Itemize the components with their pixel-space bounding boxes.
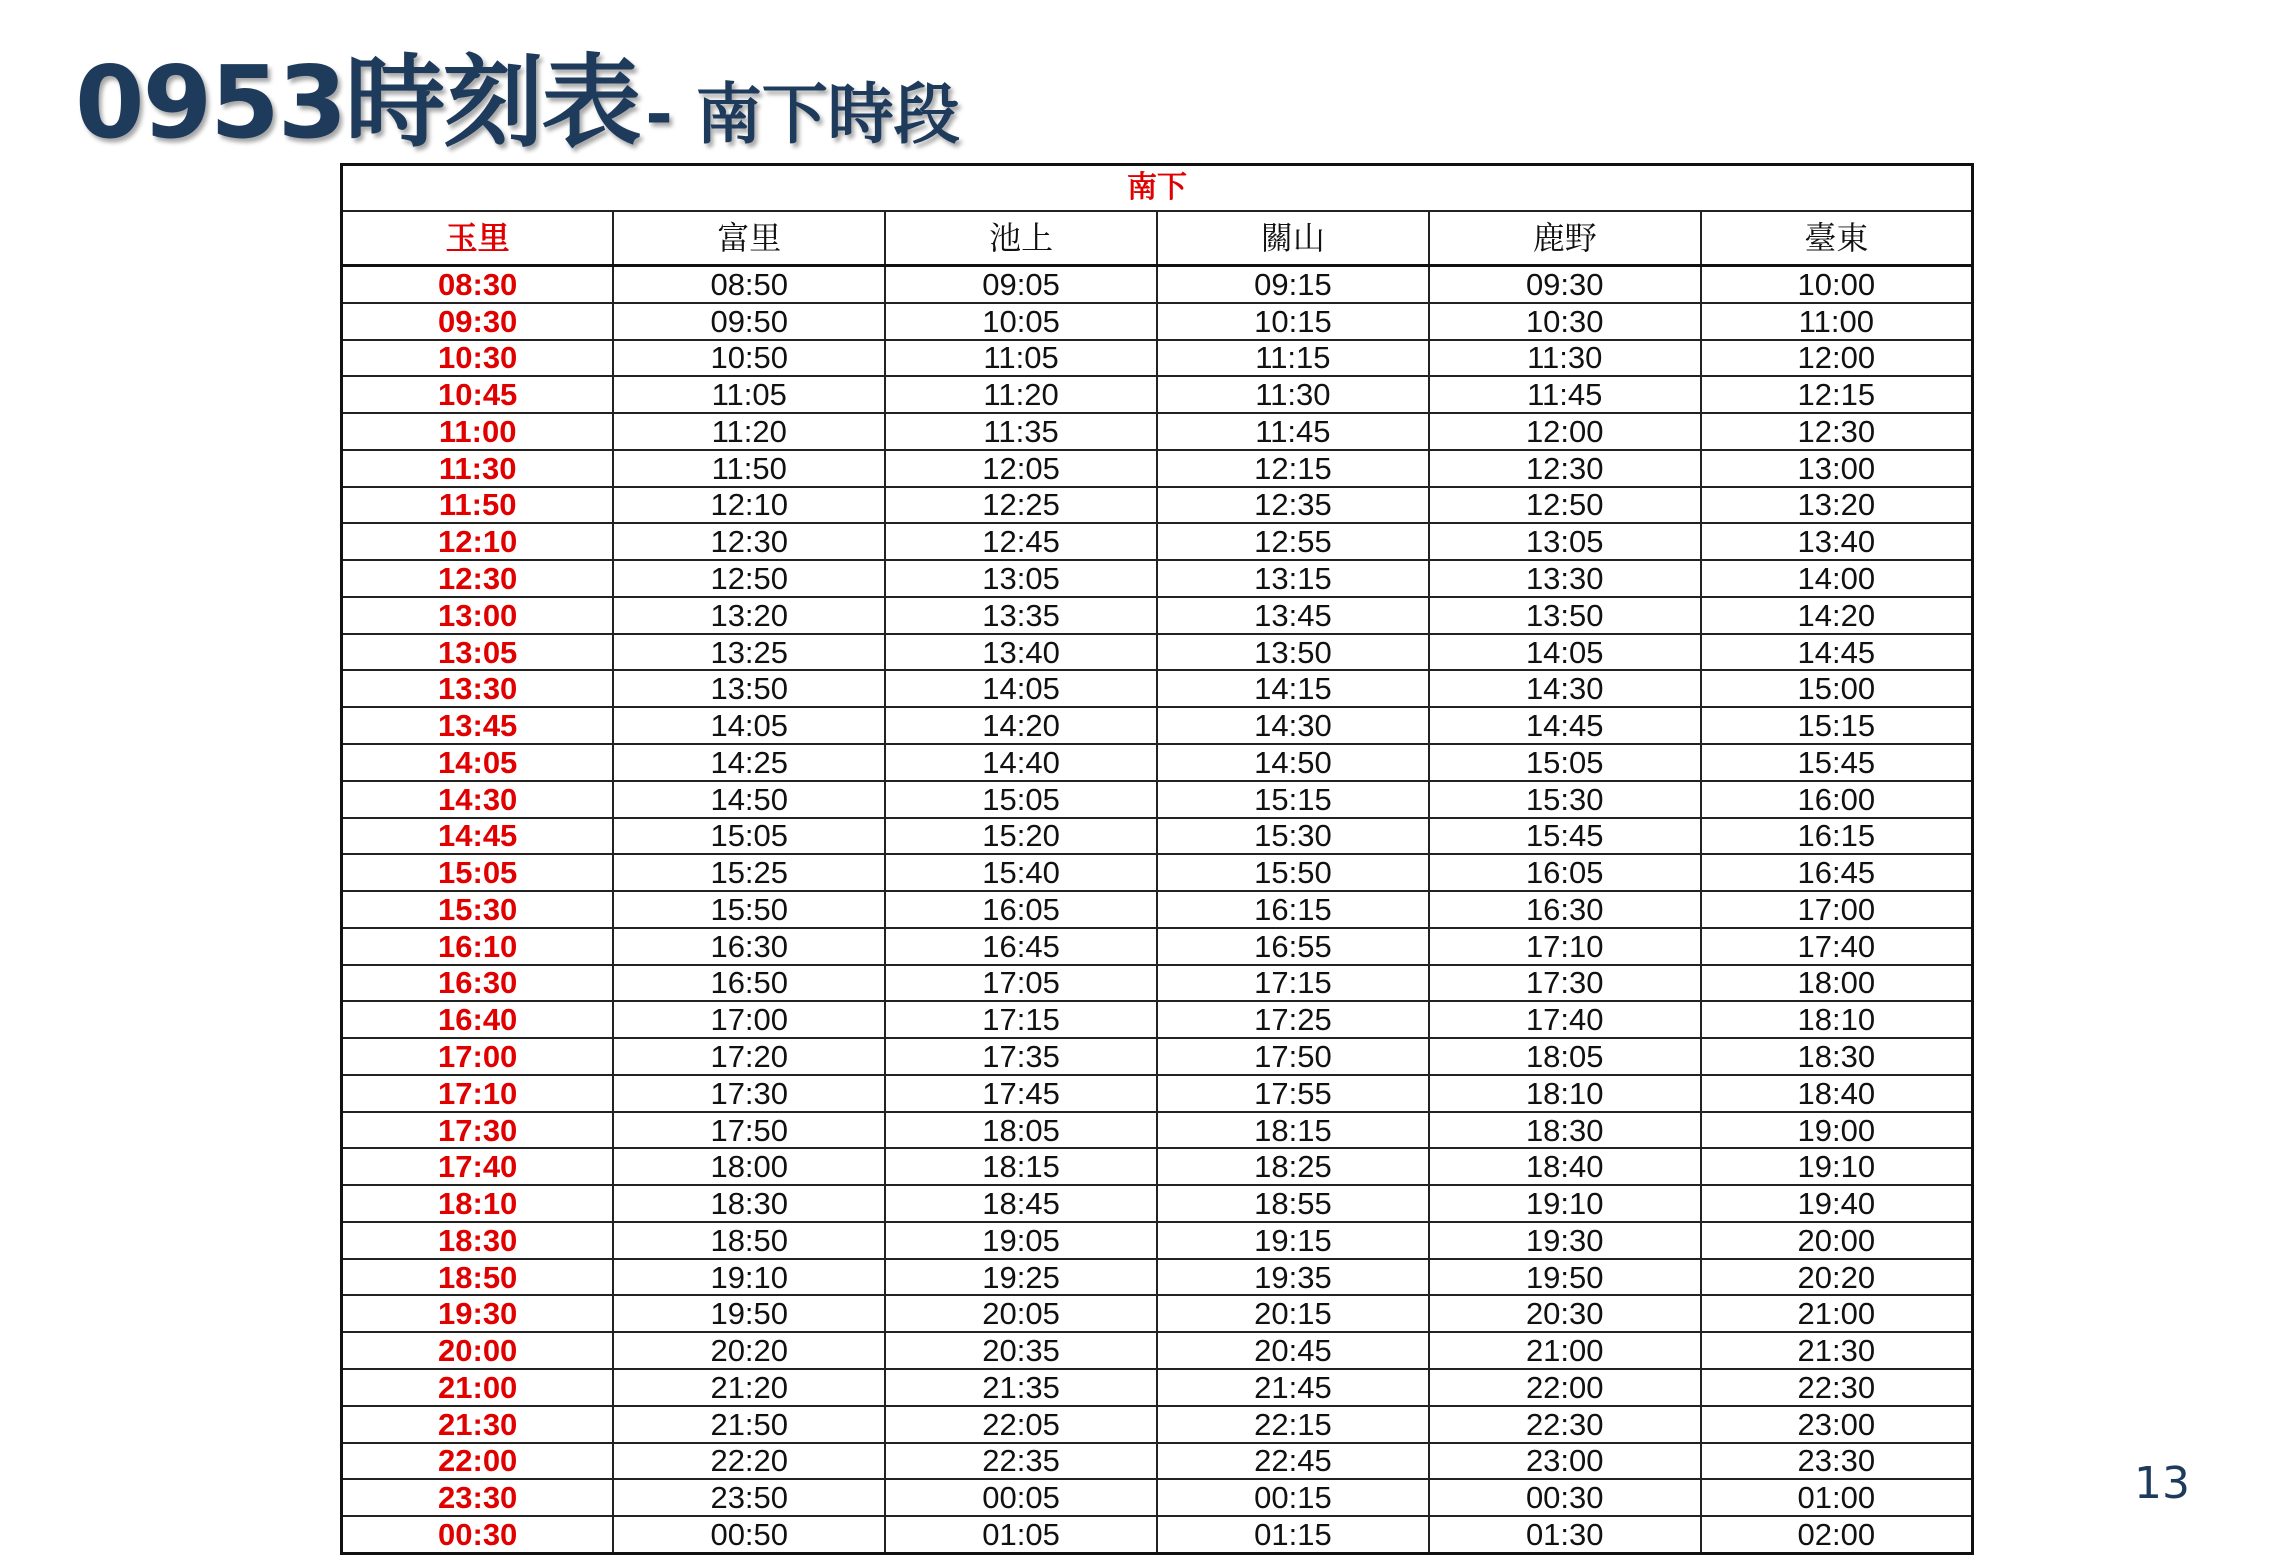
time-cell: 17:25 [1157, 1001, 1429, 1038]
time-cell: 14:20 [885, 707, 1157, 744]
time-cell: 20:35 [885, 1332, 1157, 1369]
station-header: 臺東 [1701, 211, 1973, 266]
time-cell: 18:00 [613, 1148, 885, 1185]
time-cell: 15:30 [1157, 818, 1429, 855]
time-cell: 17:05 [885, 965, 1157, 1002]
time-cell: 19:25 [885, 1259, 1157, 1296]
time-cell: 21:30 [1701, 1332, 1973, 1369]
page-title-sub: - 南下時段 [645, 76, 960, 153]
time-cell: 11:45 [1157, 413, 1429, 450]
time-cell: 18:50 [613, 1222, 885, 1259]
time-cell: 15:50 [613, 891, 885, 928]
time-cell: 16:45 [885, 928, 1157, 965]
time-cell: 11:00 [1701, 303, 1973, 340]
table-row [342, 1112, 1973, 1149]
table-row [342, 670, 1973, 707]
time-cell: 11:05 [885, 340, 1157, 377]
table-row [342, 1185, 1973, 1222]
time-cell: 17:00 [342, 1038, 614, 1075]
time-cell: 18:30 [1701, 1038, 1973, 1075]
table-row [342, 413, 1973, 450]
time-cell: 01:00 [1701, 1479, 1973, 1516]
time-cell: 12:30 [613, 523, 885, 560]
time-cell: 22:30 [1429, 1406, 1701, 1443]
time-cell: 13:40 [1701, 523, 1973, 560]
time-cell: 09:05 [885, 266, 1157, 303]
time-cell: 14:40 [885, 744, 1157, 781]
time-cell: 14:30 [1429, 670, 1701, 707]
time-cell: 18:30 [342, 1222, 614, 1259]
time-cell: 11:30 [342, 450, 614, 487]
time-cell: 22:15 [1157, 1406, 1429, 1443]
time-cell: 22:30 [1701, 1369, 1973, 1406]
time-cell: 15:00 [1701, 670, 1973, 707]
time-cell: 14:50 [613, 781, 885, 818]
time-cell: 12:35 [1157, 487, 1429, 524]
time-cell: 00:05 [885, 1479, 1157, 1516]
table-row [342, 1516, 1973, 1553]
time-cell: 12:50 [1429, 487, 1701, 524]
time-cell: 23:30 [342, 1479, 614, 1516]
time-cell: 10:00 [1701, 266, 1973, 303]
time-cell: 14:45 [342, 818, 614, 855]
time-cell: 19:50 [1429, 1259, 1701, 1296]
time-cell: 20:05 [885, 1295, 1157, 1332]
time-cell: 11:05 [613, 376, 885, 413]
time-cell: 14:05 [342, 744, 614, 781]
time-cell: 15:40 [885, 854, 1157, 891]
time-cell: 11:30 [1157, 376, 1429, 413]
time-cell: 01:05 [885, 1516, 1157, 1553]
time-cell: 13:30 [342, 670, 614, 707]
table-row [342, 965, 1973, 1002]
time-cell: 23:30 [1701, 1443, 1973, 1480]
timetable [340, 163, 1974, 1555]
time-cell: 01:30 [1429, 1516, 1701, 1553]
table-row [342, 818, 1973, 855]
time-cell: 11:15 [1157, 340, 1429, 377]
time-cell: 17:55 [1157, 1075, 1429, 1112]
time-cell: 13:30 [1429, 560, 1701, 597]
time-cell: 02:00 [1701, 1516, 1973, 1553]
time-cell: 20:30 [1429, 1295, 1701, 1332]
time-cell: 18:15 [885, 1148, 1157, 1185]
time-cell: 19:10 [613, 1259, 885, 1296]
page-number: 13 [2134, 1458, 2190, 1509]
time-cell: 16:05 [1429, 854, 1701, 891]
time-cell: 21:30 [342, 1406, 614, 1443]
time-cell: 21:00 [342, 1369, 614, 1406]
station-header: 富里 [613, 211, 885, 266]
table-row [342, 450, 1973, 487]
time-cell: 12:55 [1157, 523, 1429, 560]
time-cell: 15:05 [1429, 744, 1701, 781]
time-cell: 13:25 [613, 634, 885, 671]
timetable-body [342, 266, 1973, 1554]
time-cell: 22:45 [1157, 1443, 1429, 1480]
time-cell: 21:20 [613, 1369, 885, 1406]
time-cell: 10:30 [1429, 303, 1701, 340]
time-cell: 12:00 [1429, 413, 1701, 450]
time-cell: 11:45 [1429, 376, 1701, 413]
direction-label: 南下 [342, 165, 1973, 212]
time-cell: 17:00 [1701, 891, 1973, 928]
time-cell: 12:10 [342, 523, 614, 560]
time-cell: 17:50 [613, 1112, 885, 1149]
time-cell: 18:05 [1429, 1038, 1701, 1075]
time-cell: 17:10 [1429, 928, 1701, 965]
time-cell: 23:00 [1701, 1406, 1973, 1443]
table-row [342, 1443, 1973, 1480]
table-row [342, 1295, 1973, 1332]
table-row [342, 707, 1973, 744]
time-cell: 13:40 [885, 634, 1157, 671]
time-cell: 12:50 [613, 560, 885, 597]
time-cell: 15:30 [1429, 781, 1701, 818]
time-cell: 17:00 [613, 1001, 885, 1038]
time-cell: 08:50 [613, 266, 885, 303]
time-cell: 20:20 [613, 1332, 885, 1369]
table-row [342, 1259, 1973, 1296]
time-cell: 16:00 [1701, 781, 1973, 818]
time-cell: 21:45 [1157, 1369, 1429, 1406]
time-cell: 16:30 [1429, 891, 1701, 928]
time-cell: 21:00 [1701, 1295, 1973, 1332]
time-cell: 12:30 [342, 560, 614, 597]
time-cell: 23:00 [1429, 1443, 1701, 1480]
station-header: 鹿野 [1429, 211, 1701, 266]
time-cell: 10:15 [1157, 303, 1429, 340]
time-cell: 16:15 [1157, 891, 1429, 928]
time-cell: 22:00 [342, 1443, 614, 1480]
table-row [342, 1075, 1973, 1112]
station-header: 關山 [1157, 211, 1429, 266]
time-cell: 18:40 [1701, 1075, 1973, 1112]
time-cell: 12:15 [1157, 450, 1429, 487]
time-cell: 14:50 [1157, 744, 1429, 781]
time-cell: 17:15 [1157, 965, 1429, 1002]
time-cell: 22:05 [885, 1406, 1157, 1443]
time-cell: 18:10 [1701, 1001, 1973, 1038]
time-cell: 18:50 [342, 1259, 614, 1296]
time-cell: 17:50 [1157, 1038, 1429, 1075]
table-row [342, 560, 1973, 597]
station-header-row [342, 211, 1973, 266]
time-cell: 19:05 [885, 1222, 1157, 1259]
time-cell: 13:05 [342, 634, 614, 671]
time-cell: 00:30 [342, 1516, 614, 1553]
time-cell: 18:10 [1429, 1075, 1701, 1112]
time-cell: 12:05 [885, 450, 1157, 487]
time-cell: 17:40 [1701, 928, 1973, 965]
time-cell: 15:05 [885, 781, 1157, 818]
time-cell: 10:05 [885, 303, 1157, 340]
time-cell: 11:00 [342, 413, 614, 450]
time-cell: 18:30 [613, 1185, 885, 1222]
time-cell: 22:35 [885, 1443, 1157, 1480]
time-cell: 13:20 [613, 597, 885, 634]
direction-row [342, 165, 1973, 212]
time-cell: 15:30 [342, 891, 614, 928]
table-row [342, 487, 1973, 524]
table-row [342, 1479, 1973, 1516]
time-cell: 17:30 [342, 1112, 614, 1149]
time-cell: 14:30 [342, 781, 614, 818]
time-cell: 15:50 [1157, 854, 1429, 891]
time-cell: 11:20 [885, 376, 1157, 413]
time-cell: 18:40 [1429, 1148, 1701, 1185]
table-row [342, 1148, 1973, 1185]
time-cell: 19:30 [342, 1295, 614, 1332]
time-cell: 18:10 [342, 1185, 614, 1222]
table-row [342, 1406, 1973, 1443]
timetable-grid [340, 163, 1974, 1555]
time-cell: 13:05 [1429, 523, 1701, 560]
time-cell: 20:15 [1157, 1295, 1429, 1332]
time-cell: 22:00 [1429, 1369, 1701, 1406]
time-cell: 17:10 [342, 1075, 614, 1112]
time-cell: 17:30 [1429, 965, 1701, 1002]
time-cell: 11:20 [613, 413, 885, 450]
table-row [342, 303, 1973, 340]
time-cell: 10:50 [613, 340, 885, 377]
time-cell: 19:15 [1157, 1222, 1429, 1259]
time-cell: 21:00 [1429, 1332, 1701, 1369]
time-cell: 14:05 [885, 670, 1157, 707]
time-cell: 13:45 [1157, 597, 1429, 634]
time-cell: 13:00 [342, 597, 614, 634]
table-row [342, 1038, 1973, 1075]
time-cell: 18:15 [1157, 1112, 1429, 1149]
time-cell: 19:50 [613, 1295, 885, 1332]
time-cell: 16:30 [613, 928, 885, 965]
time-cell: 17:40 [1429, 1001, 1701, 1038]
time-cell: 17:40 [342, 1148, 614, 1185]
time-cell: 16:40 [342, 1001, 614, 1038]
table-row [342, 1369, 1973, 1406]
time-cell: 18:30 [1429, 1112, 1701, 1149]
time-cell: 12:25 [885, 487, 1157, 524]
time-cell: 17:35 [885, 1038, 1157, 1075]
time-cell: 12:10 [613, 487, 885, 524]
time-cell: 11:50 [613, 450, 885, 487]
time-cell: 13:20 [1701, 487, 1973, 524]
time-cell: 10:45 [342, 376, 614, 413]
time-cell: 15:45 [1429, 818, 1701, 855]
table-row [342, 340, 1973, 377]
time-cell: 13:05 [885, 560, 1157, 597]
time-cell: 16:50 [613, 965, 885, 1002]
time-cell: 16:15 [1701, 818, 1973, 855]
time-cell: 00:15 [1157, 1479, 1429, 1516]
time-cell: 12:15 [1701, 376, 1973, 413]
time-cell: 14:15 [1157, 670, 1429, 707]
time-cell: 15:20 [885, 818, 1157, 855]
time-cell: 15:45 [1701, 744, 1973, 781]
time-cell: 09:30 [342, 303, 614, 340]
time-cell: 01:15 [1157, 1516, 1429, 1553]
table-row [342, 781, 1973, 818]
page-title-main: 0953時刻表 [75, 44, 640, 161]
time-cell: 11:30 [1429, 340, 1701, 377]
time-cell: 21:50 [613, 1406, 885, 1443]
time-cell: 12:00 [1701, 340, 1973, 377]
time-cell: 14:30 [1157, 707, 1429, 744]
table-row [342, 266, 1973, 303]
time-cell: 15:15 [1701, 707, 1973, 744]
time-cell: 19:40 [1701, 1185, 1973, 1222]
time-cell: 16:05 [885, 891, 1157, 928]
time-cell: 19:35 [1157, 1259, 1429, 1296]
time-cell: 16:10 [342, 928, 614, 965]
time-cell: 12:45 [885, 523, 1157, 560]
time-cell: 18:00 [1701, 965, 1973, 1002]
time-cell: 14:05 [613, 707, 885, 744]
time-cell: 09:50 [613, 303, 885, 340]
time-cell: 12:30 [1429, 450, 1701, 487]
time-cell: 00:30 [1429, 1479, 1701, 1516]
time-cell: 14:00 [1701, 560, 1973, 597]
table-row [342, 891, 1973, 928]
table-row [342, 523, 1973, 560]
time-cell: 14:45 [1429, 707, 1701, 744]
time-cell: 13:45 [342, 707, 614, 744]
time-cell: 18:05 [885, 1112, 1157, 1149]
time-cell: 12:30 [1701, 413, 1973, 450]
time-cell: 14:25 [613, 744, 885, 781]
time-cell: 20:45 [1157, 1332, 1429, 1369]
time-cell: 11:50 [342, 487, 614, 524]
time-cell: 13:15 [1157, 560, 1429, 597]
time-cell: 22:20 [613, 1443, 885, 1480]
time-cell: 10:30 [342, 340, 614, 377]
time-cell: 16:45 [1701, 854, 1973, 891]
time-cell: 00:50 [613, 1516, 885, 1553]
table-row [342, 854, 1973, 891]
time-cell: 14:45 [1701, 634, 1973, 671]
time-cell: 09:30 [1429, 266, 1701, 303]
time-cell: 08:30 [342, 266, 614, 303]
time-cell: 13:35 [885, 597, 1157, 634]
table-row [342, 1001, 1973, 1038]
time-cell: 17:15 [885, 1001, 1157, 1038]
time-cell: 15:25 [613, 854, 885, 891]
page-title [75, 22, 960, 166]
table-row [342, 376, 1973, 413]
time-cell: 15:05 [613, 818, 885, 855]
time-cell: 17:45 [885, 1075, 1157, 1112]
table-row [342, 634, 1973, 671]
time-cell: 18:55 [1157, 1185, 1429, 1222]
time-cell: 13:50 [1157, 634, 1429, 671]
station-header: 池上 [885, 211, 1157, 266]
time-cell: 19:30 [1429, 1222, 1701, 1259]
time-cell: 19:10 [1701, 1148, 1973, 1185]
time-cell: 20:20 [1701, 1259, 1973, 1296]
time-cell: 14:05 [1429, 634, 1701, 671]
time-cell: 11:35 [885, 413, 1157, 450]
time-cell: 09:15 [1157, 266, 1429, 303]
time-cell: 18:45 [885, 1185, 1157, 1222]
table-row [342, 1222, 1973, 1259]
time-cell: 23:50 [613, 1479, 885, 1516]
time-cell: 17:20 [613, 1038, 885, 1075]
time-cell: 19:10 [1429, 1185, 1701, 1222]
table-row [342, 1332, 1973, 1369]
time-cell: 20:00 [1701, 1222, 1973, 1259]
table-row [342, 928, 1973, 965]
time-cell: 19:00 [1701, 1112, 1973, 1149]
time-cell: 15:15 [1157, 781, 1429, 818]
time-cell: 16:55 [1157, 928, 1429, 965]
time-cell: 20:00 [342, 1332, 614, 1369]
time-cell: 18:25 [1157, 1148, 1429, 1185]
time-cell: 14:20 [1701, 597, 1973, 634]
station-header: 玉里 [342, 211, 614, 266]
table-row [342, 597, 1973, 634]
time-cell: 17:30 [613, 1075, 885, 1112]
time-cell: 15:05 [342, 854, 614, 891]
time-cell: 13:50 [1429, 597, 1701, 634]
time-cell: 13:00 [1701, 450, 1973, 487]
time-cell: 21:35 [885, 1369, 1157, 1406]
time-cell: 16:30 [342, 965, 614, 1002]
time-cell: 13:50 [613, 670, 885, 707]
table-row [342, 744, 1973, 781]
